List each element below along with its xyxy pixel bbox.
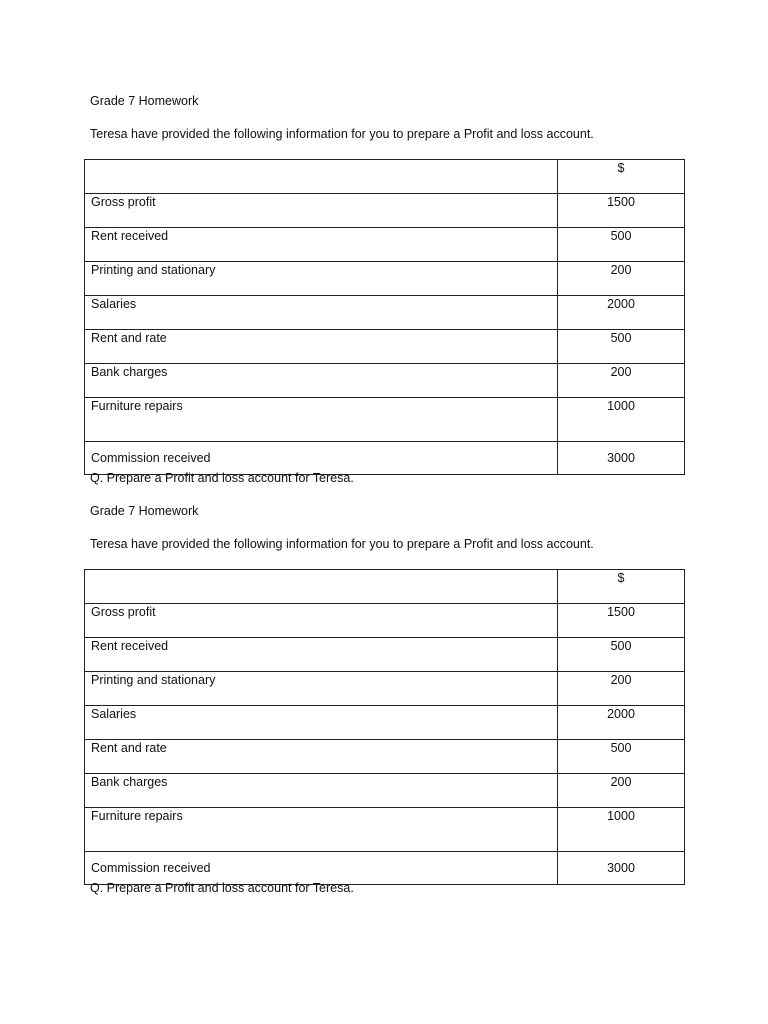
table-row bbox=[85, 808, 685, 852]
row-label: Commission received bbox=[85, 442, 558, 475]
question-text: Q. Prepare a Profit and loss account for Teresa. bbox=[90, 471, 354, 485]
row-label: Rent received bbox=[85, 228, 558, 262]
row-amount: 3000 bbox=[558, 852, 685, 885]
row-label: Commission received bbox=[85, 852, 558, 885]
currency-header: $ bbox=[558, 570, 685, 604]
row-label: Bank charges bbox=[85, 774, 558, 808]
header-label-cell bbox=[85, 160, 558, 194]
table-row bbox=[85, 706, 685, 740]
homework-intro: Teresa have provided the following information for you to prepare a Profit and loss account. bbox=[90, 537, 594, 551]
table-row bbox=[85, 740, 685, 774]
row-label: Salaries bbox=[85, 296, 558, 330]
row-label: Furniture repairs bbox=[85, 398, 558, 442]
row-label: Gross profit bbox=[85, 194, 558, 228]
row-label: Gross profit bbox=[85, 604, 558, 638]
account-table bbox=[84, 569, 685, 885]
row-amount: 1500 bbox=[558, 194, 685, 228]
table-header-row bbox=[85, 570, 685, 604]
table-row bbox=[85, 262, 685, 296]
row-amount: 200 bbox=[558, 774, 685, 808]
row-label: Furniture repairs bbox=[85, 808, 558, 852]
row-amount: 3000 bbox=[558, 442, 685, 475]
row-amount: 1000 bbox=[558, 398, 685, 442]
row-amount: 500 bbox=[558, 228, 685, 262]
table-row bbox=[85, 194, 685, 228]
table-row bbox=[85, 364, 685, 398]
row-label: Salaries bbox=[85, 706, 558, 740]
table-row bbox=[85, 296, 685, 330]
question-text: Q. Prepare a Profit and loss account for Teresa. bbox=[90, 881, 354, 895]
row-amount: 200 bbox=[558, 262, 685, 296]
row-amount: 1000 bbox=[558, 808, 685, 852]
account-table bbox=[84, 159, 685, 475]
row-amount: 200 bbox=[558, 364, 685, 398]
row-label: Rent and rate bbox=[85, 330, 558, 364]
homework-title: Grade 7 Homework bbox=[90, 504, 199, 518]
row-amount: 500 bbox=[558, 638, 685, 672]
table-row bbox=[85, 604, 685, 638]
table-row bbox=[85, 774, 685, 808]
table-row bbox=[85, 398, 685, 442]
homework-title: Grade 7 Homework bbox=[90, 94, 199, 108]
row-label: Printing and stationary bbox=[85, 672, 558, 706]
row-amount: 500 bbox=[558, 740, 685, 774]
row-amount: 2000 bbox=[558, 296, 685, 330]
table-row bbox=[85, 672, 685, 706]
table-row bbox=[85, 330, 685, 364]
row-label: Printing and stationary bbox=[85, 262, 558, 296]
table-row bbox=[85, 228, 685, 262]
table-row bbox=[85, 638, 685, 672]
row-label: Rent received bbox=[85, 638, 558, 672]
row-amount: 1500 bbox=[558, 604, 685, 638]
row-label: Bank charges bbox=[85, 364, 558, 398]
row-amount: 2000 bbox=[558, 706, 685, 740]
row-label: Rent and rate bbox=[85, 740, 558, 774]
table-header-row bbox=[85, 160, 685, 194]
currency-header: $ bbox=[558, 160, 685, 194]
header-label-cell bbox=[85, 570, 558, 604]
row-amount: 200 bbox=[558, 672, 685, 706]
row-amount: 500 bbox=[558, 330, 685, 364]
homework-intro: Teresa have provided the following information for you to prepare a Profit and loss account. bbox=[90, 127, 594, 141]
